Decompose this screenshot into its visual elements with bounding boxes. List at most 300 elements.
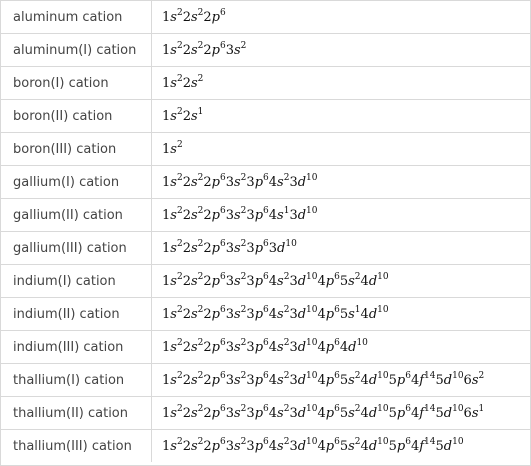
subshell-letter: s (170, 273, 177, 289)
shell-number: 1 (162, 207, 171, 223)
electron-count: 6 (219, 271, 226, 282)
electron-count: 2 (240, 304, 247, 315)
electron-count: 2 (354, 436, 361, 447)
subshell-letter: s (190, 438, 198, 454)
subshell-letter: p (325, 306, 335, 322)
shell-number: 2 (203, 306, 212, 322)
electron-count: 2 (240, 436, 247, 447)
orbital-term (360, 370, 389, 388)
electron-count: 1 (478, 403, 485, 414)
shell-number: 3 (289, 207, 298, 223)
electron-configuration-cell (152, 67, 530, 99)
electron-count: 2 (176, 271, 183, 282)
orbital-term (317, 337, 340, 355)
ion-name-cell: boron(II) cation (1, 100, 152, 132)
shell-number: 3 (225, 174, 234, 190)
orbital-term (317, 304, 340, 322)
electron-count: 2 (176, 304, 183, 315)
shell-number: 3 (246, 405, 255, 421)
electron-count: 2 (240, 337, 247, 348)
shell-number: 4 (317, 339, 326, 355)
subshell-letter: p (325, 438, 335, 454)
electron-count: 2 (240, 172, 247, 183)
orbital-term (339, 271, 361, 289)
electron-configuration-cell (152, 331, 530, 363)
orbital-term (203, 337, 226, 355)
orbital-term (225, 238, 247, 256)
electron-count: 10 (452, 403, 464, 414)
shell-number: 4 (317, 438, 326, 454)
electron-count: 6 (405, 370, 411, 381)
orbital-term (162, 7, 183, 25)
orbital-term (246, 370, 269, 388)
shell-number: 5 (339, 438, 349, 454)
subshell-letter: d (297, 438, 307, 454)
electron-count: 2 (176, 73, 183, 84)
electron-count: 2 (240, 403, 247, 414)
orbital-term (339, 403, 361, 421)
orbital-term (246, 238, 269, 256)
subshell-letter: s (277, 273, 284, 289)
subshell-letter: s (190, 42, 198, 58)
electron-count: 6 (263, 172, 269, 183)
orbital-term (410, 436, 436, 454)
shell-number: 1 (162, 108, 171, 124)
electron-count: 10 (306, 172, 318, 183)
shell-number: 3 (246, 174, 255, 190)
table-row (1, 100, 530, 133)
orbital-term (246, 337, 269, 355)
orbital-term (268, 337, 290, 355)
electron-count: 2 (176, 337, 183, 348)
shell-number: 3 (225, 372, 234, 388)
electron-count: 6 (334, 337, 340, 348)
subshell-letter: p (254, 174, 264, 190)
orbital-term (317, 403, 340, 421)
subshell-letter: d (348, 339, 357, 355)
electron-count: 6 (219, 403, 226, 414)
subshell-letter: s (190, 405, 198, 421)
subshell-letter: p (254, 240, 264, 256)
electron-configuration-cell (152, 364, 530, 396)
orbital-term (203, 403, 226, 421)
subshell-letter: s (190, 372, 198, 388)
subshell-letter: p (254, 372, 264, 388)
shell-number: 2 (203, 273, 212, 289)
electron-count: 10 (306, 370, 318, 381)
orbital-term (435, 403, 464, 421)
electron-count: 1 (283, 205, 290, 216)
orbital-term (225, 337, 247, 355)
orbital-term (203, 40, 226, 58)
subshell-letter: s (234, 306, 241, 322)
electron-count: 2 (197, 436, 204, 447)
orbital-term (289, 337, 318, 355)
orbital-term (162, 172, 183, 190)
shell-number: 2 (182, 306, 191, 322)
orbital-term (246, 172, 269, 190)
orbital-term (246, 403, 269, 421)
orbital-term (182, 436, 204, 454)
shell-number: 5 (339, 372, 349, 388)
orbital-term (182, 106, 204, 124)
orbital-term (182, 40, 204, 58)
electron-count: 10 (452, 436, 464, 447)
subshell-letter: p (254, 306, 264, 322)
orbital-term (339, 436, 361, 454)
shell-number: 3 (225, 438, 234, 454)
electron-count: 2 (176, 238, 183, 249)
ion-name-cell: gallium(III) cation (1, 232, 152, 264)
ion-name-cell: gallium(I) cation (1, 166, 152, 198)
orbital-term (289, 271, 318, 289)
electron-count: 2 (283, 370, 290, 381)
orbital-term (463, 370, 485, 388)
orbital-term (388, 370, 411, 388)
orbital-term (162, 370, 183, 388)
orbital-term (388, 403, 411, 421)
electron-count: 6 (263, 403, 269, 414)
shell-number: 4 (410, 405, 420, 421)
electron-count: 2 (197, 73, 204, 84)
shell-number: 2 (203, 405, 212, 421)
subshell-letter: p (396, 438, 406, 454)
orbital-term (203, 172, 226, 190)
subshell-letter: s (190, 108, 198, 124)
orbital-term (162, 73, 183, 91)
shell-number: 3 (246, 240, 255, 256)
orbital-term (317, 271, 340, 289)
orbital-term (289, 172, 318, 190)
orbital-term (182, 172, 204, 190)
electron-count: 2 (176, 40, 183, 51)
orbital-term (268, 403, 290, 421)
shell-number: 4 (360, 372, 369, 388)
shell-number: 5 (388, 405, 397, 421)
subshell-letter: s (277, 174, 284, 190)
shell-number: 2 (182, 174, 191, 190)
orbital-term (225, 304, 247, 322)
shell-number: 2 (203, 240, 212, 256)
electron-count: 2 (283, 403, 290, 414)
electron-count: 10 (306, 436, 318, 447)
shell-number: 2 (182, 372, 191, 388)
table-row (1, 364, 530, 397)
subshell-letter: d (297, 339, 307, 355)
electron-count: 10 (356, 337, 368, 348)
subshell-letter: s (190, 75, 198, 91)
electron-count: 2 (176, 106, 183, 117)
shell-number: 4 (360, 306, 369, 322)
subshell-letter: d (368, 372, 378, 388)
subshell-letter: s (277, 372, 284, 388)
orbital-term (203, 238, 226, 256)
electron-configuration-cell (152, 199, 530, 231)
orbital-term (360, 403, 389, 421)
orbital-term (225, 40, 247, 58)
shell-number: 1 (162, 42, 171, 58)
subshell-letter: p (211, 405, 220, 421)
orbital-term (317, 436, 340, 454)
orbital-term (203, 7, 226, 25)
subshell-letter: s (170, 438, 177, 454)
electron-count: 2 (283, 337, 290, 348)
electron-count: 1 (197, 106, 204, 117)
shell-number: 1 (162, 438, 171, 454)
electron-count: 2 (354, 403, 361, 414)
orbital-term (410, 403, 436, 421)
electron-count: 10 (377, 370, 389, 381)
orbital-term (203, 436, 226, 454)
shell-number: 4 (268, 207, 278, 223)
orbital-term (162, 106, 183, 124)
orbital-term (182, 205, 204, 223)
electron-count: 2 (240, 40, 247, 51)
electron-count: 2 (354, 370, 361, 381)
subshell-letter: s (234, 42, 241, 58)
shell-number: 2 (182, 207, 191, 223)
shell-number: 2 (182, 339, 191, 355)
shell-number: 5 (435, 372, 444, 388)
electron-configuration-cell (152, 430, 530, 462)
shell-number: 1 (162, 372, 171, 388)
subshell-letter: s (234, 405, 241, 421)
electron-count: 2 (283, 304, 290, 315)
orbital-term (182, 304, 204, 322)
electron-configuration-cell (152, 232, 530, 264)
subshell-letter: s (234, 240, 241, 256)
subshell-letter: s (190, 339, 198, 355)
orbital-term (162, 337, 183, 355)
ion-name-cell: aluminum cation (1, 1, 152, 33)
electron-count: 6 (334, 271, 340, 282)
shell-number: 3 (246, 438, 255, 454)
shell-number: 5 (435, 438, 444, 454)
electron-count: 10 (377, 403, 389, 414)
shell-number: 2 (182, 42, 191, 58)
shell-number: 5 (339, 273, 349, 289)
electron-count: 2 (197, 304, 204, 315)
subshell-letter: s (170, 108, 177, 124)
electron-configuration-cell (152, 298, 530, 330)
shell-number: 1 (162, 339, 171, 355)
shell-number: 1 (162, 174, 171, 190)
orbital-term (182, 238, 204, 256)
electron-count: 14 (424, 403, 436, 414)
table-row (1, 298, 530, 331)
ion-name-cell: boron(I) cation (1, 67, 152, 99)
electron-count: 6 (219, 370, 226, 381)
subshell-letter: s (190, 9, 198, 25)
electron-count: 1 (354, 304, 361, 315)
shell-number: 3 (246, 372, 255, 388)
subshell-letter: s (190, 174, 198, 190)
subshell-letter: s (170, 75, 177, 91)
electron-count: 10 (306, 304, 318, 315)
orbital-term (182, 370, 204, 388)
subshell-letter: p (254, 405, 264, 421)
orbital-term (289, 370, 318, 388)
table-row (1, 232, 530, 265)
subshell-letter: d (297, 372, 307, 388)
subshell-letter: s (190, 306, 198, 322)
shell-number: 5 (435, 405, 444, 421)
electron-count: 6 (219, 40, 226, 51)
subshell-letter: p (211, 339, 220, 355)
shell-number: 3 (225, 207, 234, 223)
electron-count: 2 (176, 139, 183, 150)
table-row (1, 331, 530, 364)
electron-count: 2 (240, 271, 247, 282)
electron-count: 10 (452, 370, 464, 381)
orbital-term (162, 40, 183, 58)
shell-number: 2 (182, 438, 191, 454)
orbital-term (317, 370, 340, 388)
table-row (1, 430, 530, 462)
electron-count: 2 (197, 238, 204, 249)
orbital-term (410, 370, 436, 388)
subshell-letter: d (277, 240, 286, 256)
shell-number: 1 (162, 9, 171, 25)
shell-number: 2 (182, 405, 191, 421)
table-row (1, 166, 530, 199)
subshell-letter: s (170, 42, 177, 58)
ion-name-cell: thallium(II) cation (1, 397, 152, 429)
subshell-letter: s (234, 339, 241, 355)
table-row (1, 67, 530, 100)
shell-number: 3 (225, 240, 234, 256)
electron-count: 6 (334, 403, 340, 414)
shell-number: 3 (289, 405, 298, 421)
shell-number: 4 (339, 339, 349, 355)
shell-number: 2 (203, 207, 212, 223)
subshell-letter: p (211, 273, 220, 289)
electron-configuration-cell (152, 166, 530, 198)
table-row (1, 199, 530, 232)
shell-number: 4 (268, 174, 278, 190)
shell-number: 2 (182, 9, 191, 25)
electron-count: 6 (263, 337, 269, 348)
electron-count: 2 (197, 40, 204, 51)
orbital-term (289, 205, 318, 223)
shell-number: 6 (463, 405, 472, 421)
orbital-term (182, 337, 204, 355)
electron-count: 2 (176, 172, 183, 183)
electron-count: 6 (219, 172, 226, 183)
shell-number: 4 (360, 273, 369, 289)
shell-number: 4 (317, 306, 326, 322)
ion-name-cell: thallium(I) cation (1, 364, 152, 396)
subshell-letter: p (211, 306, 220, 322)
subshell-letter: p (211, 174, 220, 190)
shell-number: 4 (317, 372, 326, 388)
electron-count: 6 (219, 436, 226, 447)
ion-name-cell: thallium(III) cation (1, 430, 152, 462)
subshell-letter: d (368, 306, 378, 322)
subshell-letter: s (348, 438, 355, 454)
electron-count: 2 (197, 172, 204, 183)
orbital-term (203, 205, 226, 223)
subshell-letter: s (277, 438, 284, 454)
shell-number: 6 (463, 372, 472, 388)
electron-count: 6 (219, 304, 226, 315)
orbital-term (162, 238, 183, 256)
subshell-letter: s (234, 273, 241, 289)
electron-count: 2 (197, 271, 204, 282)
subshell-letter: p (325, 405, 335, 421)
orbital-term (268, 304, 290, 322)
shell-number: 4 (317, 405, 326, 421)
shell-number: 5 (388, 372, 397, 388)
shell-number: 4 (268, 339, 278, 355)
orbital-term (268, 205, 290, 223)
electron-count: 2 (197, 370, 204, 381)
electron-count: 6 (263, 238, 269, 249)
electron-count: 10 (377, 271, 389, 282)
shell-number: 4 (360, 438, 369, 454)
orbital-term (360, 436, 389, 454)
shell-number: 4 (268, 306, 278, 322)
table-row (1, 397, 530, 430)
subshell-letter: s (234, 438, 241, 454)
electron-count: 2 (176, 7, 183, 18)
subshell-letter: s (170, 174, 177, 190)
shell-number: 1 (162, 141, 171, 157)
orbital-term (435, 370, 464, 388)
shell-number: 4 (268, 372, 278, 388)
subshell-letter: s (277, 339, 284, 355)
shell-number: 4 (268, 273, 278, 289)
electron-count: 2 (176, 403, 183, 414)
table-row (1, 265, 530, 298)
electron-count: 6 (334, 304, 340, 315)
orbital-term (289, 403, 318, 421)
electron-configuration-cell (152, 265, 530, 297)
electron-count: 10 (377, 304, 389, 315)
table-row (1, 1, 530, 34)
shell-number: 4 (268, 405, 278, 421)
subshell-letter: d (443, 438, 453, 454)
shell-number: 2 (203, 438, 212, 454)
orbital-term (339, 337, 368, 355)
electron-count: 10 (285, 238, 297, 249)
subshell-letter: f (419, 438, 425, 454)
orbital-term (268, 370, 290, 388)
orbital-term (162, 436, 183, 454)
shell-number: 3 (246, 339, 255, 355)
electron-count: 6 (334, 436, 340, 447)
orbital-term (268, 436, 290, 454)
subshell-letter: s (170, 240, 177, 256)
shell-number: 5 (388, 438, 397, 454)
orbital-term (289, 436, 318, 454)
shell-number: 2 (182, 240, 191, 256)
subshell-letter: s (348, 405, 355, 421)
electron-count: 2 (197, 7, 204, 18)
subshell-letter: s (170, 9, 177, 25)
orbital-term (203, 370, 226, 388)
orbital-term (162, 271, 183, 289)
subshell-letter: p (211, 240, 220, 256)
subshell-letter: p (254, 273, 264, 289)
subshell-letter: s (348, 306, 355, 322)
orbital-term (225, 271, 247, 289)
electron-count: 2 (176, 205, 183, 216)
shell-number: 2 (182, 273, 191, 289)
subshell-letter: s (348, 273, 355, 289)
orbital-term (246, 436, 269, 454)
subshell-letter: s (190, 207, 198, 223)
